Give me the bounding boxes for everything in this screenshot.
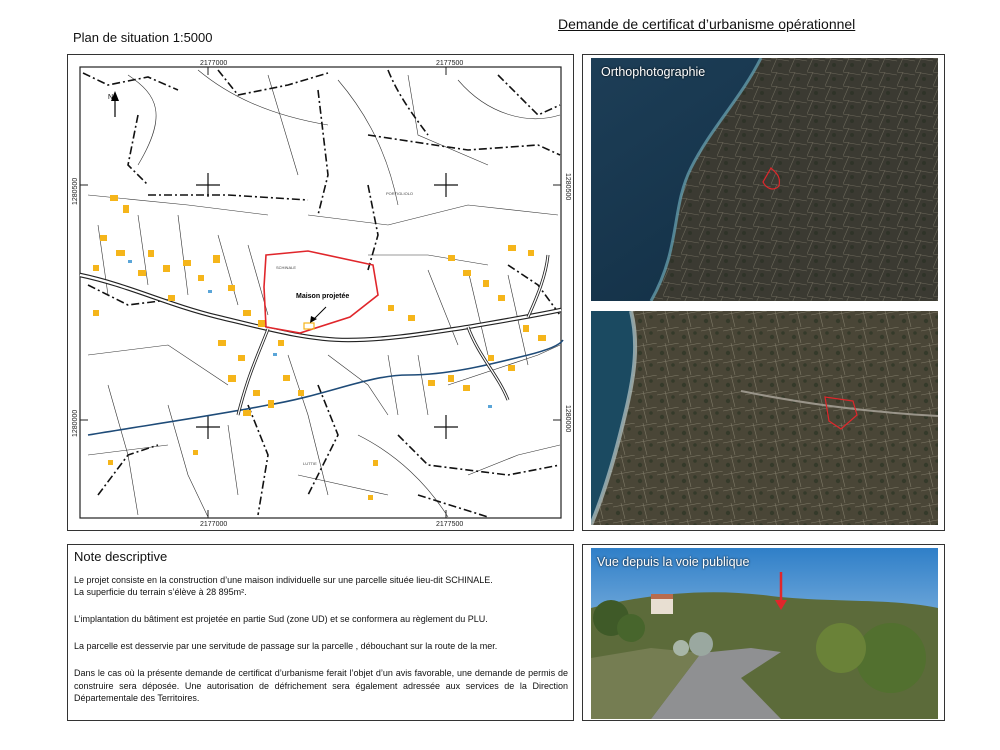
coord-top-left: 2177000 bbox=[200, 60, 228, 67]
coord-bottom-right: 2177500 bbox=[436, 521, 464, 528]
street-view-panel bbox=[582, 544, 945, 721]
coord-right-lower: 1280000 bbox=[564, 405, 571, 433]
coord-right-upper: 1280500 bbox=[564, 173, 571, 201]
place-label-schinale: SCHINALE bbox=[276, 265, 297, 270]
north-label: N bbox=[108, 94, 114, 101]
coord-top-right: 2177500 bbox=[436, 60, 464, 67]
orthophoto-label: Orthophotographie bbox=[601, 65, 706, 79]
note-paragraph-1b: La superficie du terrain s’élève à 28 895m². bbox=[74, 587, 247, 597]
orthophoto-bottom bbox=[591, 311, 938, 525]
note-heading: Note descriptive bbox=[74, 549, 168, 564]
map-canvas bbox=[68, 55, 573, 530]
note-panel bbox=[67, 544, 574, 721]
place-label-portigliolo: PORTIGLIOLO bbox=[386, 191, 414, 196]
coord-bottom-left: 2177000 bbox=[200, 521, 228, 528]
plan-title: Plan de situation 1:5000 bbox=[73, 30, 213, 45]
place-label-luttie: LUTTIE bbox=[303, 461, 317, 466]
orthophoto-top bbox=[591, 58, 938, 301]
document-title: Demande de certificat d’urbanisme opérationnel bbox=[558, 16, 856, 32]
situation-map bbox=[67, 54, 574, 531]
coord-left-upper: 1280500 bbox=[72, 177, 79, 205]
street-view-label: Vue depuis la voie publique bbox=[597, 555, 750, 569]
note-paragraph-4: Dans le cas où la présente demande de certificat d’urbanisme ferait l’objet d’un avis favorable, une demande de permis de construire sera déposée. Une autorisation de défrichement sera également adressée aux services de la Direction Départementale des Territoires. bbox=[74, 668, 568, 703]
coord-left-lower: 1280000 bbox=[72, 409, 79, 437]
note-paragraph-3: La parcelle est desservie par une servitude de passage sur la parcelle , débouchant sur la route de la mer. bbox=[74, 641, 498, 651]
project-label: Maison projetée bbox=[296, 293, 350, 300]
note-paragraph-1: Le projet consiste en la construction d’une maison individuelle sur une parcelle située lieu-dit SCHINALE. bbox=[74, 575, 493, 585]
note-paragraph-2: L’implantation du bâtiment est projetée en partie Sud (zone UD) et se conformera au règlement du PLU. bbox=[74, 614, 488, 624]
orthophoto-panel bbox=[582, 54, 945, 531]
street-view-photo bbox=[591, 548, 938, 719]
